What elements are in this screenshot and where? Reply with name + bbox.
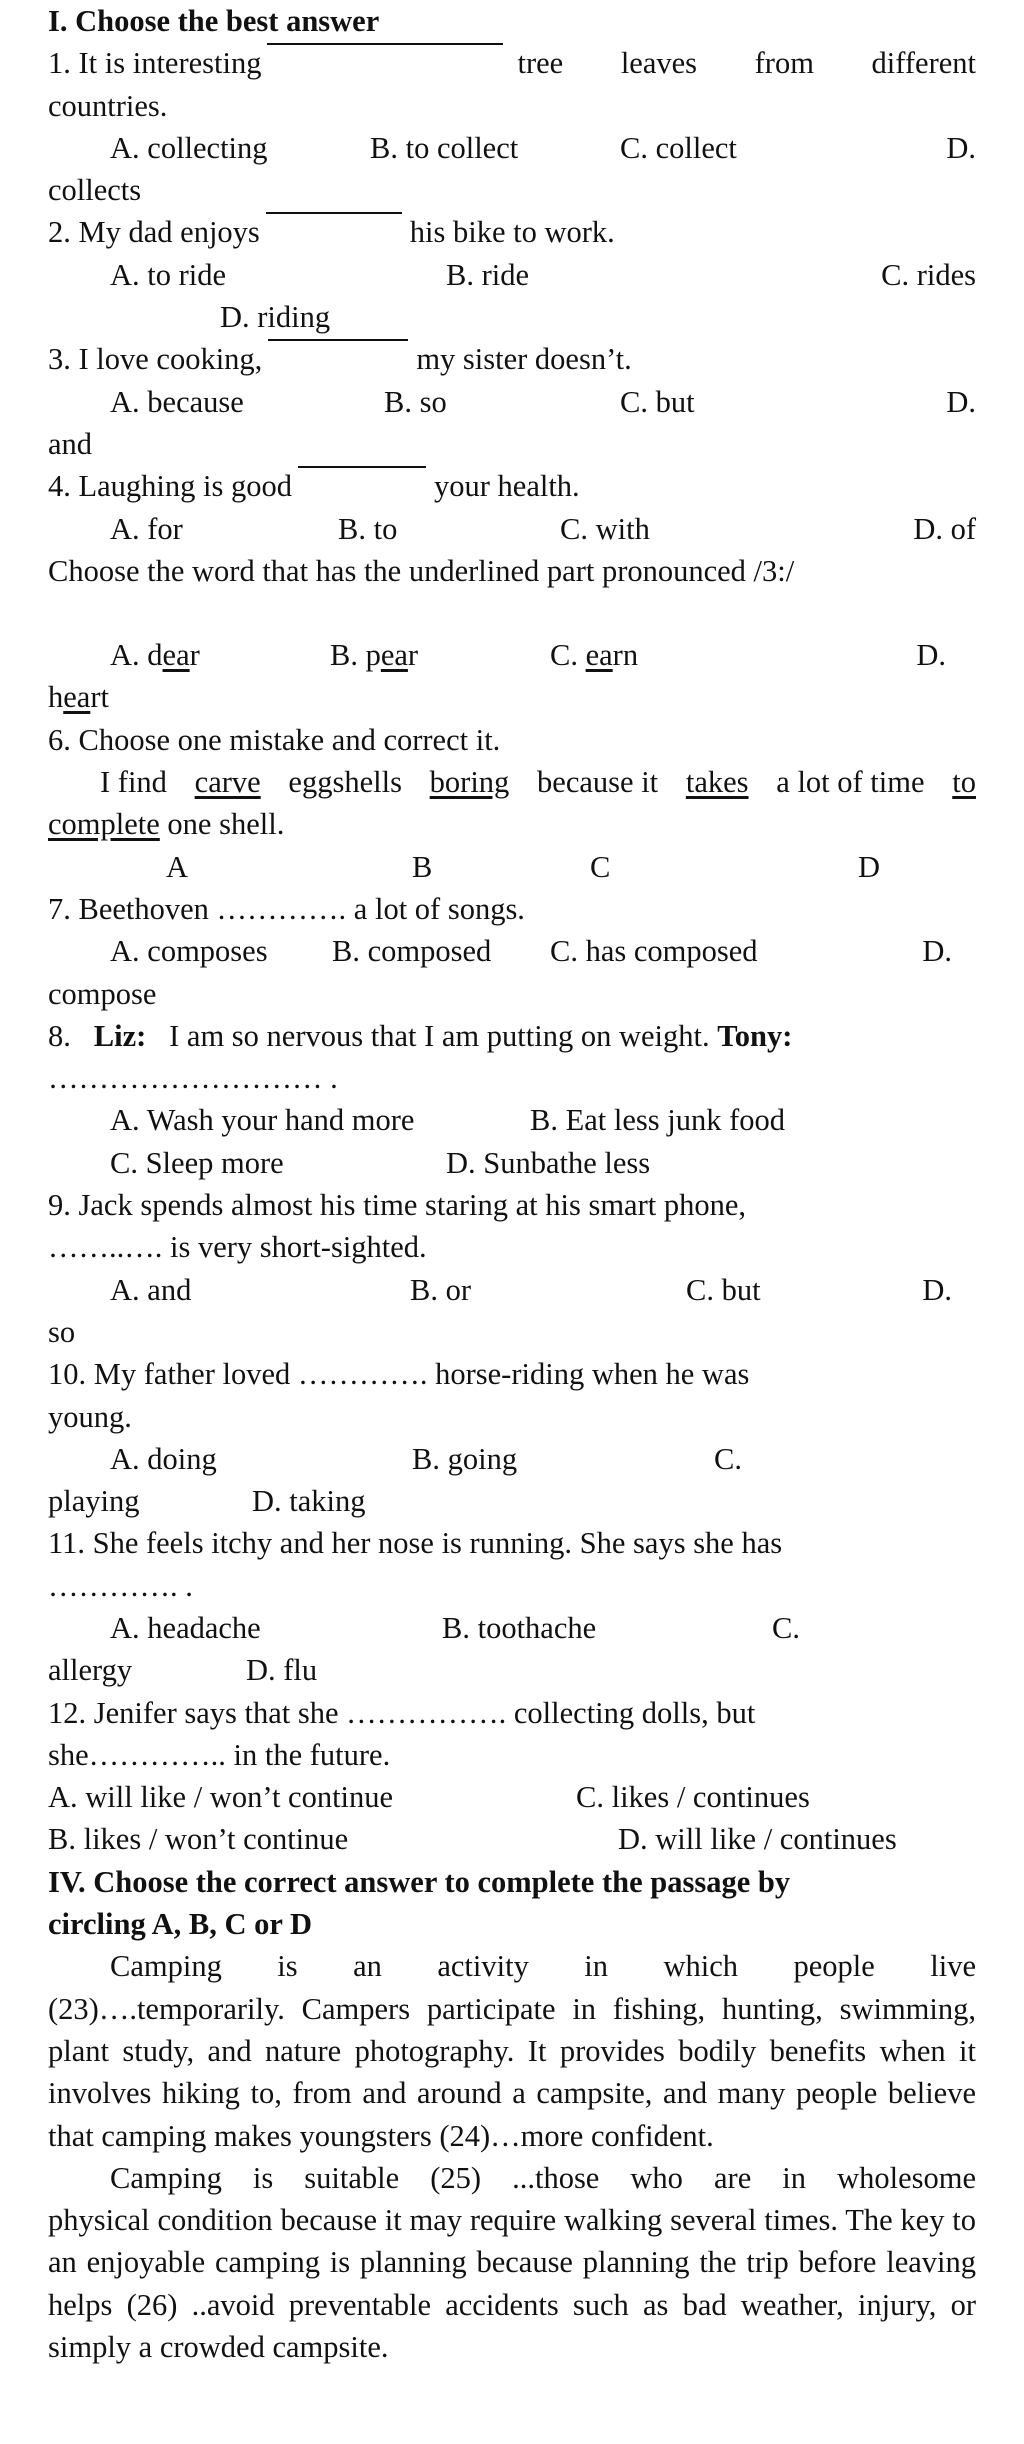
q10-option-c-text[interactable]: playing — [48, 1484, 140, 1519]
q5-c-post: rn — [612, 638, 639, 673]
q6-text-2: eggshells — [288, 765, 402, 800]
q6-label-b: B — [412, 849, 433, 884]
q7-option-c[interactable]: C. has composed — [550, 934, 758, 969]
q5-option-a[interactable] — [110, 634, 330, 676]
q5-a-underlined: ea — [162, 638, 190, 673]
question-1-stem — [48, 42, 976, 84]
q6-text-5: one shell. — [167, 807, 285, 842]
q1-option-d-text[interactable]: collects — [48, 173, 142, 208]
q7-options — [48, 930, 976, 972]
q8-option-b[interactable]: B. Eat less junk food — [530, 1103, 785, 1138]
q1-blank[interactable] — [267, 42, 503, 45]
q2-blank[interactable] — [266, 211, 402, 214]
q8-blank[interactable]: ……………………… . — [48, 1061, 338, 1096]
question-2-stem — [48, 211, 976, 253]
q2-option-a[interactable]: A. to ride — [110, 257, 227, 292]
q8-options-row-1 — [48, 1099, 976, 1141]
q4-option-b[interactable]: B. to — [338, 511, 398, 546]
q6-label-c: C — [590, 849, 611, 884]
q11-option-c-text[interactable]: allergy — [48, 1653, 133, 1688]
q11-option-a[interactable]: A. headache — [110, 1610, 261, 1645]
q3-blank[interactable] — [268, 338, 408, 341]
q6-underlined-d-part2[interactable]: complete — [48, 807, 160, 842]
q9-stem-line-2: ……..…. is very short-sighted. — [48, 1230, 427, 1265]
q12-options-row-2 — [48, 1818, 976, 1860]
q4-option-a[interactable]: A. for — [110, 511, 183, 546]
q11-option-b[interactable]: B. toothache — [442, 1610, 597, 1645]
q12-option-a[interactable]: A. will like / won’t continue — [48, 1780, 394, 1815]
q2-option-c[interactable]: C. rides — [881, 257, 976, 292]
q8-speaker-liz: Liz: — [93, 1018, 147, 1053]
q11-options-wrap — [48, 1649, 976, 1691]
q7-option-d-text[interactable]: compose — [48, 976, 157, 1011]
q6-letter-labels — [48, 846, 976, 888]
q10-options-wrap — [48, 1480, 976, 1522]
q12-option-b[interactable]: B. likes / won’t continue — [48, 1822, 349, 1857]
q12-option-d[interactable]: D. will like / continues — [618, 1822, 897, 1857]
section-heading-4-line-2: circling A, B, C or D — [48, 1907, 313, 1942]
q8-liz-line: I am so nervous that I am putting on weight. — [169, 1018, 710, 1053]
q3-option-b[interactable]: B. so — [384, 384, 447, 419]
question-4-stem — [48, 465, 976, 507]
q8-options-row-2 — [48, 1142, 976, 1184]
q10-options — [48, 1438, 976, 1480]
q10-stem-line-1: 10. My father loved …………. horse-riding when he was — [48, 1357, 750, 1392]
q1-options — [48, 127, 976, 169]
q9-option-d-text[interactable]: so — [48, 1314, 76, 1349]
q3-option-d-label[interactable]: D. — [946, 384, 976, 419]
q11-blank[interactable]: …………. . — [48, 1568, 193, 1603]
passage-paragraph-2 — [48, 2157, 976, 2368]
q2-stem-start: 2. My dad enjoys — [48, 215, 260, 250]
q7-option-d-label[interactable]: D. — [922, 934, 952, 969]
passage-p1-body: (23)….temporarily. Campers participate in fishing, hunting, swimming, plant study, and nature photography. It provides bodily benefits when it involves hiking to, from and around a campsite, and many people believe that camping makes youngsters (24)…more confident. — [48, 1991, 976, 2153]
q5-b-post: r — [407, 638, 419, 673]
q6-text-3: because it — [537, 765, 659, 800]
q3-option-a[interactable]: A. because — [110, 384, 244, 419]
q10-option-d[interactable]: D. taking — [252, 1484, 366, 1519]
passage-p2-first-line: Camping is suitable (25) ...those who are in wholesome — [110, 2160, 976, 2195]
q3-stem-start: 3. I love cooking, — [48, 342, 263, 377]
q8-option-d[interactable]: D. Sunbathe less — [446, 1145, 651, 1180]
q4-option-c[interactable]: C. with — [560, 511, 650, 546]
q5-option-d-label[interactable]: D. — [916, 638, 946, 673]
q2-option-b[interactable]: B. ride — [446, 257, 530, 292]
q6-sentence-line-1 — [48, 761, 976, 803]
section-heading-4-line-1: IV. Choose the correct answer to complete the passage by — [48, 1864, 791, 1899]
q7-stem: 7. Beethoven …………. a lot of songs. — [48, 891, 525, 926]
q10-option-b[interactable]: B. going — [412, 1441, 518, 1476]
q5-d-underlined: ea — [63, 680, 91, 715]
q6-text-1: I find — [100, 765, 167, 800]
q9-stem-line-1: 9. Jack spends almost his time staring at his smart phone, — [48, 1188, 747, 1223]
q10-stem-line-2: young. — [48, 1399, 132, 1434]
q2-stem-end: his bike to work. — [409, 215, 615, 250]
q8-number: 8. — [48, 1018, 71, 1053]
q11-stem-line-1: 11. She feels itchy and her nose is running. She says she has — [48, 1526, 783, 1561]
q5-a-pre: A. d — [110, 638, 163, 673]
q12-stem-line-1: 12. Jenifer says that she ……………. collecting dolls, but — [48, 1695, 756, 1730]
q6-label-a: A — [166, 849, 189, 884]
q9-option-b[interactable]: B. or — [410, 1272, 471, 1307]
q11-options — [48, 1607, 976, 1649]
q7-option-b[interactable]: B. composed — [332, 934, 492, 969]
q4-option-d[interactable]: D. of — [913, 511, 976, 546]
q6-label-d: D — [858, 849, 881, 884]
q5-d-pre: h — [48, 680, 64, 715]
section-heading-1: I. Choose the best answer — [48, 4, 380, 38]
q4-stem-end: your health. — [434, 469, 580, 504]
q1-option-c[interactable]: C. collect — [620, 130, 737, 165]
q9-options — [48, 1269, 976, 1311]
q9-option-c[interactable]: C. but — [686, 1272, 761, 1307]
q10-option-a[interactable]: A. doing — [110, 1441, 217, 1476]
q7-option-a[interactable]: A. composes — [110, 934, 268, 969]
q3-option-d-text[interactable]: and — [48, 426, 93, 461]
q5-c-pre: C. — [550, 638, 586, 673]
q3-options — [48, 381, 976, 423]
q5-option-b[interactable] — [330, 634, 550, 676]
passage-p2-body: physical condition because it may require walking several times. The key to an enjoyable camping is planning because planning the trip before leaving helps (26) ..avoid preventable accidents such as bad weather, injury, or simply a crowded campsite. — [48, 2203, 976, 2365]
q3-stem-end: my sister doesn’t. — [416, 342, 632, 377]
q6-stem: 6. Choose one mistake and correct it. — [48, 722, 501, 757]
q2-options — [48, 254, 976, 296]
q6-underlined-d-part1[interactable]: to — [952, 765, 976, 800]
q8-option-c[interactable]: C. Sleep more — [110, 1145, 284, 1180]
q5-option-c[interactable] — [550, 634, 916, 676]
q4-stem-start: 4. Laughing is good — [48, 469, 292, 504]
q5-a-post: r — [189, 638, 200, 673]
q10-option-c-label[interactable]: C. — [714, 1441, 742, 1476]
question-3-stem — [48, 338, 976, 380]
q3-option-c[interactable]: C. but — [620, 384, 695, 419]
q8-option-a[interactable]: A. Wash your hand more — [110, 1103, 415, 1138]
q1-option-a[interactable]: A. collecting — [110, 130, 268, 165]
passage-p1-first-line: Camping is an activity in which people live — [110, 1949, 976, 1984]
q5-b-underlined: ea — [380, 638, 408, 673]
q4-options — [48, 508, 976, 550]
q5-b-pre: B. p — [330, 638, 381, 673]
q1-option-b[interactable]: B. to collect — [370, 130, 519, 165]
q5-d-post: rt — [90, 680, 109, 715]
q1-stem-continued: countries. — [48, 88, 168, 123]
q4-blank[interactable] — [298, 465, 426, 468]
q1-option-d-label[interactable]: D. — [946, 130, 976, 165]
q6-underlined-b[interactable]: boring — [429, 765, 510, 800]
q8-speaker-tony: Tony: — [717, 1018, 793, 1053]
q9-option-d-label[interactable]: D. — [922, 1272, 952, 1307]
q1-stem-start: 1. It is interesting — [48, 46, 262, 81]
q12-option-c[interactable]: C. likes / continues — [576, 1780, 810, 1815]
q12-stem-line-2: she………….. in the future. — [48, 1737, 391, 1772]
passage-paragraph-1 — [48, 1945, 976, 2156]
q12-options-row-1 — [48, 1776, 976, 1818]
q5-stem: Choose the word that has the underlined part pronounced /3:/ — [48, 553, 795, 588]
q6-text-4: a lot of time — [776, 765, 925, 800]
q5-c-underlined: ea — [585, 638, 613, 673]
q1-stem-end: tree leaves from different — [517, 46, 976, 81]
q2-option-d[interactable]: D. riding — [220, 300, 331, 335]
q5-option-d-text[interactable] — [48, 676, 976, 718]
q8-stem — [48, 1015, 976, 1057]
q6-underlined-a[interactable]: carve — [194, 765, 261, 800]
q9-option-a[interactable]: A. and — [110, 1272, 192, 1307]
q11-option-c-label[interactable]: C. — [772, 1610, 800, 1645]
q6-sentence-line-2 — [48, 803, 976, 845]
q11-option-d[interactable]: D. flu — [246, 1653, 318, 1688]
q5-options — [48, 634, 976, 676]
q6-underlined-c[interactable]: takes — [685, 765, 749, 800]
